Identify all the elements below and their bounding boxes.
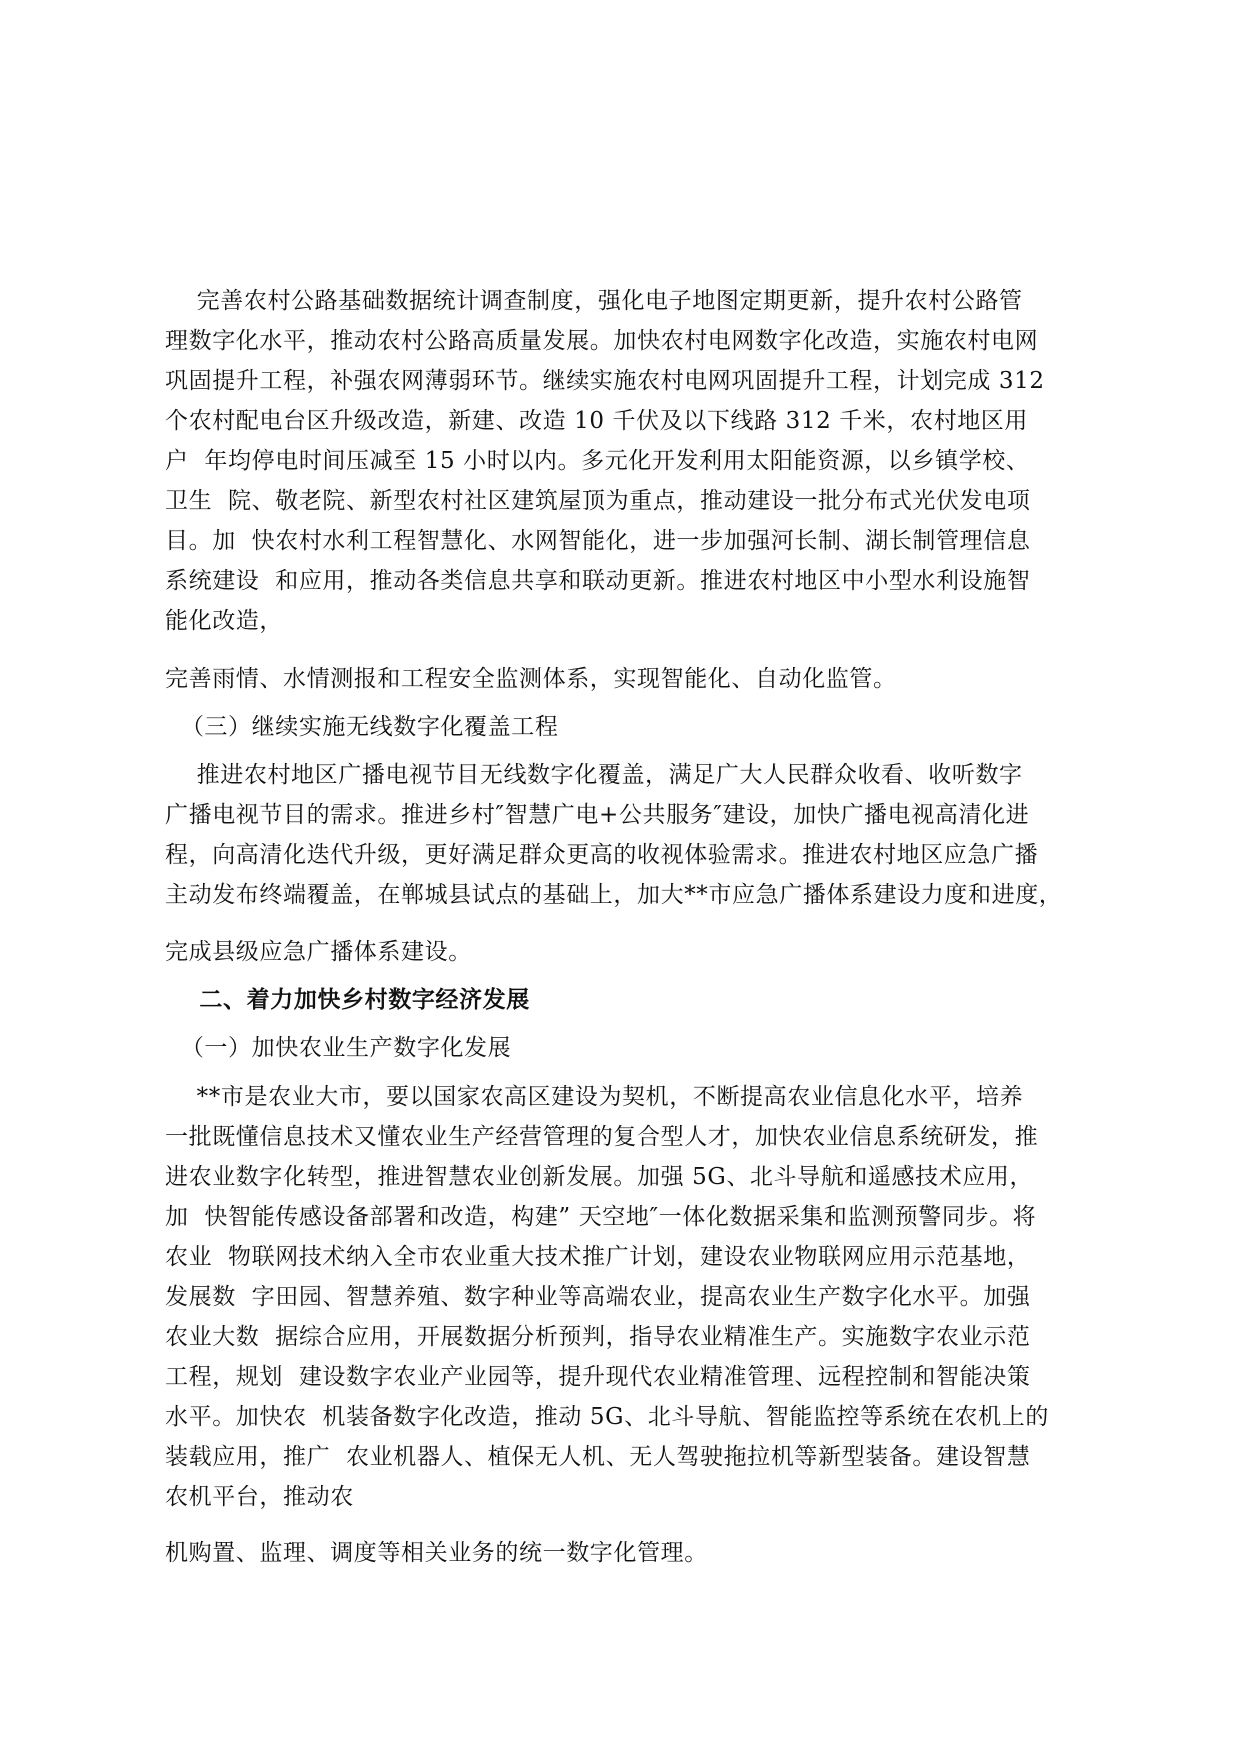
text-line: 装载应用，推广 农业机器人、植保无人机、无人驾驶拖拉机等新型装备。建设智慧: [165, 1444, 1031, 1470]
text-line: 农业 物联网技术纳入全市农业重大技术推广计划，建设农业物联网应用示范基地，: [165, 1244, 1031, 1270]
text-line: 完善农村公路基础数据统计调查制度，强化电子地图定期更新，提升农村公路管: [165, 288, 1023, 314]
text-line: 户 年均停电时间压减至 15 小时以内。多元化开发利用太阳能资源，以乡镇学校、: [165, 448, 1030, 474]
section-heading: 二、着力加快乡村数字经济发展: [165, 987, 530, 1013]
text-line: 进农业数字化转型，推进智慧农业创新发展。加强 5G、北斗导航和遥感技术应用，: [165, 1164, 1034, 1190]
text-line: 农业大数 据综合应用，开展数据分析预判，指导农业精准生产。实施数字农业示范: [165, 1324, 1031, 1350]
text-line: **市是农业大市，要以国家农高区建设为契机，不断提高农业信息化水平，培养: [165, 1084, 1024, 1110]
section-subheading: （一）加快农业生产数字化发展: [165, 1035, 512, 1061]
text-line: 工程，规划 建设数字农业产业园等，提升现代农业精准管理、远程控制和智能决策: [165, 1364, 1031, 1390]
text-line: 巩固提升工程，补强农网薄弱环节。继续实施农村电网巩固提升工程，计划完成 312: [165, 368, 1045, 394]
text-line: 系统建设 和应用，推动各类信息共享和联动更新。推进农村地区中小型水利设施智: [165, 568, 1031, 594]
text-line: 水平。加快农 机装备数字化改造，推动 5G、北斗导航、智能监控等系统在农机上的: [165, 1404, 1049, 1430]
text-line: 主动发布终端覆盖，在郸城县试点的基础上，加大**市应急广播体系建设力度和进度，: [165, 882, 1063, 908]
text-line: 完成县级应急广播体系建设。: [165, 939, 472, 965]
section-subheading: （三）继续实施无线数字化覆盖工程: [165, 714, 559, 740]
text-line: 加 快智能传感设备部署和改造，构建” 天空地″一体化数据采集和监测预警同步。将: [165, 1204, 1037, 1230]
text-line: 推进农村地区广播电视节目无线数字化覆盖，满足广大人民群众收看、收听数字: [165, 762, 1023, 788]
text-line: 完善雨情、水情测报和工程安全监测体系，实现智能化、自动化监管。: [165, 666, 897, 692]
text-line: 程，向高清化迭代升级，更好满足群众更高的收视体验需求。推进农村地区应急广播: [165, 842, 1039, 868]
text-line: 发展数 字田园、智慧养殖、数字种业等高端农业，提高农业生产数字化水平。加强: [165, 1284, 1031, 1310]
text-line: 个农村配电台区升级改造，新建、改造 10 千伏及以下线路 312 千米，农村地区用: [165, 408, 1029, 434]
text-line: 机购置、监理、调度等相关业务的统一数字化管理。: [165, 1540, 708, 1566]
text-line: 广播电视节目的需求。推进乡村″智慧广电+公共服务″建设，加快广播电视高清化进: [165, 802, 1030, 828]
text-line: 理数字化水平，推动农村公路高质量发展。加快农村电网数字化改造，实施农村电网: [165, 328, 1039, 354]
text-line: 一批既懂信息技术又懂农业生产经营管理的复合型人才，加快农业信息系统研发，推: [165, 1124, 1039, 1150]
text-line: 能化改造，: [165, 608, 283, 634]
text-line: 卫生 院、敬老院、新型农村社区建筑屋顶为重点，推动建设一批分布式光伏发电项: [165, 488, 1031, 514]
text-line: 目。加 快农村水利工程智慧化、水网智能化，进一步加强河长制、湖长制管理信息: [165, 528, 1031, 554]
text-line: 农机平台，推动农: [165, 1484, 354, 1510]
